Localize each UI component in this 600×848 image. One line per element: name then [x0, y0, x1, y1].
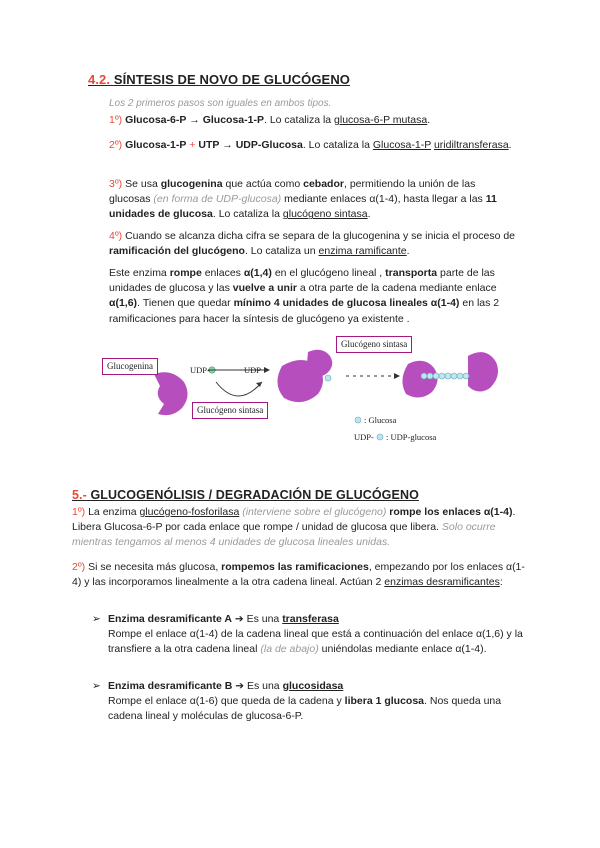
enzyme-b-description: Enzima desramificante B ➔ Es una glucosidasa Rompe el enlace α(1-6) que queda de la cadena y libera 1 glucosa. Nos queda una cadena lineal y moléculas de glucosa-6-P. [108, 680, 502, 723]
bullet-marker: ➢ [92, 680, 101, 692]
section-4-2-heading [88, 71, 350, 90]
bullet-marker: ➢ [92, 613, 101, 625]
sintasa-top-label: Glucógeno sintasa [336, 336, 412, 353]
glucose-chain [421, 373, 469, 379]
legend-glucose-dot [355, 417, 361, 423]
curved-arrow [216, 382, 262, 396]
glucogenina-label: Glucogenina [102, 358, 158, 375]
enzyme-a-description: Enzima desramificante A ➔ Es una transferasa Rompe el enlace α(1-4) de la cadena lineal que está a continuación del enlace α(1,6) y la transfiere a la otra cadena lineal (la de abajo) uniéndolas mediante enlace α(1-4). [108, 613, 523, 656]
progress-arrow-head [394, 373, 400, 379]
sintasa-bottom-label: Glucógeno sintasa [192, 402, 268, 419]
legend-udp-glucose-dot [377, 434, 383, 440]
section-number: 4.2. [88, 72, 111, 87]
final-synthase-shape [468, 352, 498, 391]
step-4: 4º) Cuando se alcanza dicha cifra se separa de la glucogenina y se inicia el proceso de ramificación del glucógeno. Lo cataliza un enzima ramificante. [109, 230, 516, 258]
enzyme-name: Glucosa-1-P [372, 139, 432, 151]
enzyme-name: uridiltransferasa [433, 139, 509, 151]
glycogen-synthesis-diagram [96, 334, 516, 454]
udp-g-label: UDP- [190, 365, 210, 375]
udp-label: UDP [244, 365, 262, 375]
section-5-heading [72, 486, 419, 504]
step-2: 2º) Glucosa-1-P + UTP → UDP-Glucosa. Lo cataliza la Glucosa-1-P uridiltransferasa. [109, 139, 512, 151]
enzyme-name: glucógeno-fosforilasa [139, 506, 240, 518]
final-glucogenina-shape [402, 361, 437, 398]
enzyme-name: glucógeno sintasa [282, 208, 368, 221]
intro-note: Los 2 primeros pasos son iguales en ambos tipos. [109, 98, 332, 109]
curved-arrow-head [256, 382, 262, 387]
degradation-step-1: 1º) La enzima glucógeno-fosforilasa (interviene sobre el glucógeno) rompe los enlaces α(1-4). Libera Glucosa-6-P por cada enlace que rompe / unidad de glucosa que libera. Solo ocurre mientras tengamos al menos 4 unidades de glucosa lineales unidas. [72, 506, 516, 549]
enzyme-name: glucosa-6-P mutasa [334, 114, 428, 126]
section-number: 5.- [72, 488, 87, 502]
step-3: 3º) Se usa glucogenina que actúa como cebador, permitiendo la unión de las glucosas (en forma de UDP-glucosa) mediante enlaces α(1-4), hasta llegar a las 11 unidades de glucosa. Lo cataliza la glucógeno sintasa. [109, 178, 497, 221]
degradation-step-2: 2º) Si se necesita más glucosa, rompemos las ramificaciones, empezando por los enlaces α(1-4) y las incorporamos linealmente a la otra cadena lineal. Actúan 2 enzimas desramificantes: [72, 561, 525, 589]
reaction-arrow-head [264, 367, 270, 373]
section-title: SÍNTESIS DE NOVO DE GLUCÓGENO [113, 72, 351, 87]
legend-udp-prefix: UDP- [354, 432, 374, 442]
enzyme-name: enzima ramificante [318, 245, 407, 258]
glucose-dot-chain [325, 375, 331, 381]
legend-udp-glucosa: : UDP-glucosa [386, 432, 437, 442]
synthase-enzyme-shape [306, 350, 332, 377]
diagram-svg [96, 334, 516, 454]
glucogenina-enzyme-shape [154, 372, 188, 415]
step-1: 1º) Glucosa-6-P → Glucosa-1-P. Lo cataliza la glucosa-6-P mutasa. [109, 114, 431, 126]
section-title: GLUCOGENÓLISIS / DEGRADACIÓN DE GLUCÓGENO [90, 488, 419, 502]
branching-paragraph: Este enzima rompe enlaces α(1,4) en el glucógeno lineal , transporta parte de las unidades de glucosa y las vuelve a unir a otra parte de la cadena mediante enlace α(1,6). Tienen que quedar mínimo 4 unidades de glucosa lineales α(1-4) en las 2 ramificaciones para hacer la síntesis de glucógeno ya existente . [109, 267, 500, 325]
legend-glucosa: : Glucosa [364, 415, 397, 425]
